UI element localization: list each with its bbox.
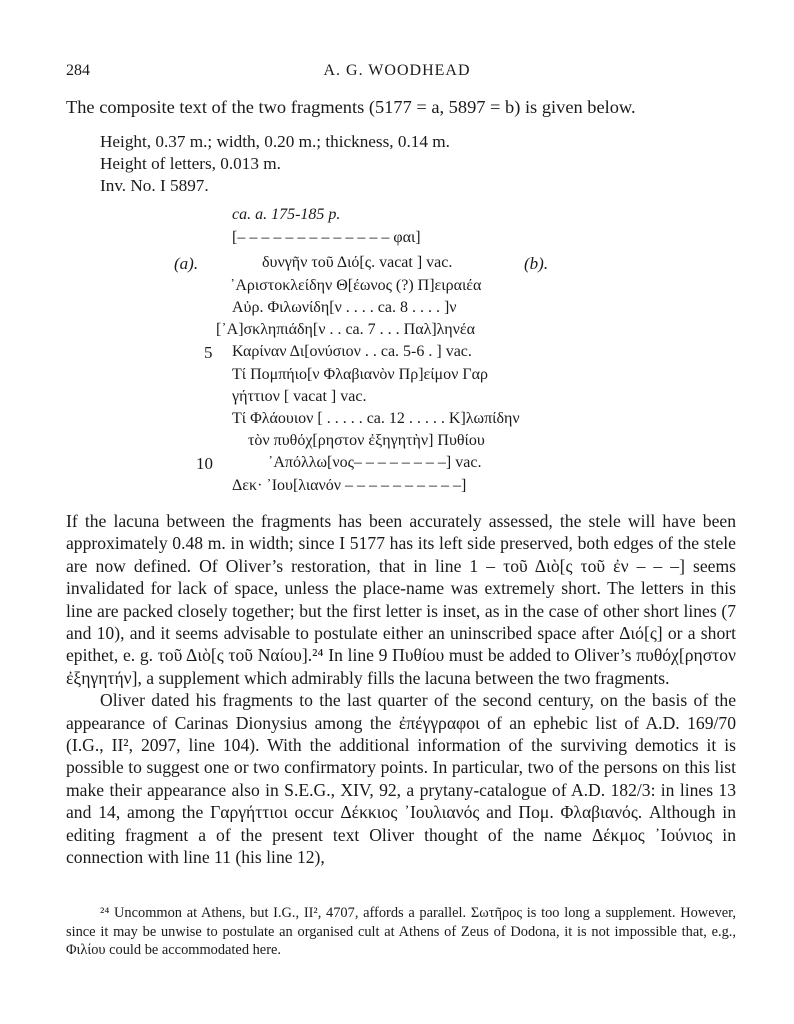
inscription-line: δυνγῆν τοῦ Διό[ς. vacat ] vac.: [262, 254, 453, 271]
commentary: [66, 510, 736, 869]
page-number: 284: [66, 62, 90, 79]
inscription-line: Δεκ· ᾿Ιου[λιανόν – – – – – – – – – –]: [232, 477, 467, 494]
footnote: [66, 904, 736, 960]
commentary-paragraph: Oliver dated his fragments to the last quarter of the second century, on the basis of the appearance of Carinas Dionysius among the ἐπέγγραφοι of an ephebic list of A.D. 169/70 (I.G., II², 2097, line 104). With the additional information of the surviving demotics it is possible to suggest one or two confirmatory points. In particular, two of the persons on this list make their appearance also in S.E.G., XIV, 92, a prytany-catalogue of A.D. 182/3: in lines 13 and 14, among the Γαργήττιοι occur Δέκκιος ᾿Ιουλιανός and Πομ. Φλαβιανός. Although in editing fragment a of the present text Oliver thought of the name Δέκμος ᾿Ιούνιος in connection with line 11 (his line 12),: [66, 690, 736, 868]
footnote-24: ²⁴ Uncommon at Athens, but I.G., II², 4707, affords a parallel. Σωτῆρος is too long a supplement. However, since it may be unwise to postulate an organised cult at Athens of Zeus of Dodona, it is not impossible that, e.g., Φιλίου could be accommodated here.: [66, 905, 736, 958]
inscription-date: ca. a. 175-185 p.: [232, 206, 341, 223]
inscription-line: Τί Πομπήιο[ν Φλαβιανὸν Πρ]είμον Γαρ: [232, 366, 488, 383]
inscription-line: Αὐρ. Φιλωνίδη[ν . . . . ca. 8 . . . . ]ν: [232, 299, 457, 316]
line-number-10: 10: [196, 454, 213, 473]
inventory-line: Inv. No. I 5897.: [100, 176, 209, 195]
inscription-line: γήττιον [ vacat ] vac.: [232, 388, 367, 405]
inscription-line: [᾿Α]σκληπιάδη[ν . . ca. 7 . . . Παλ]ληνέα: [216, 321, 475, 338]
inscription-line: τὸν πυθόχ[ρηστον ἐξηγητὴν] Πυθίου: [248, 432, 485, 449]
intro-sentence: The composite text of the two fragments (5177 = a, 5897 = b) is given below.: [66, 97, 636, 117]
inscription-line: Τί Φλάουιον [ . . . . . ca. 12 . . . . . Κ]λωπίδην: [232, 410, 520, 427]
inscription-line: [– – – – – – – – – – – – – φαι]: [232, 229, 421, 246]
inscription-line: ᾿Απόλλω[νος– – – – – – – –] vac.: [268, 454, 482, 471]
letter-height-line: Height of letters, 0.013 m.: [100, 154, 281, 173]
inscription-line: ᾿Αριστοκλείδην Θ[έωνος (?) Π]ειραιέα: [230, 277, 482, 294]
fragment-a-label: (a).: [174, 254, 199, 273]
inscription-text: [0, 200, 794, 500]
running-head: A. G. WOODHEAD: [323, 62, 471, 79]
fragment-b-label: (b).: [524, 254, 549, 273]
commentary-paragraph: If the lacuna between the fragments has been accurately assessed, the stele will have been approximately 0.48 m. in width; since I 5177 has its left side preserved, both edges of the stele are now defined. Of Oliver’s restoration, that in line 1 – τοῦ Διὸ[ς τοῦ ἐν – – –] seems invalidated for lack of space, unless the place-name was extremely short. The letters in this line are packed closely together; but the first letter is inset, as in the case of other short lines (7 and 10), and it seems advisable to postulate either an uninscribed space after Διό[ς] or a short epithet, e. g. τοῦ Διὸ[ς τοῦ Ναίου].²⁴ In line 9 Πυθίου must be added to Oliver’s πυθόχ[ρηστον ἐξηγητήν], a supplement which admirably fills the lacuna between the two fragments.: [66, 511, 736, 688]
inscription-line: Καρίναν Δι[ονύσιον . . ca. 5-6 . ] vac.: [232, 343, 472, 360]
stone-metadata: [100, 131, 450, 197]
line-number-5: 5: [204, 343, 213, 362]
dimensions-line: Height, 0.37 m.; width, 0.20 m.; thickness, 0.14 m.: [100, 132, 450, 151]
